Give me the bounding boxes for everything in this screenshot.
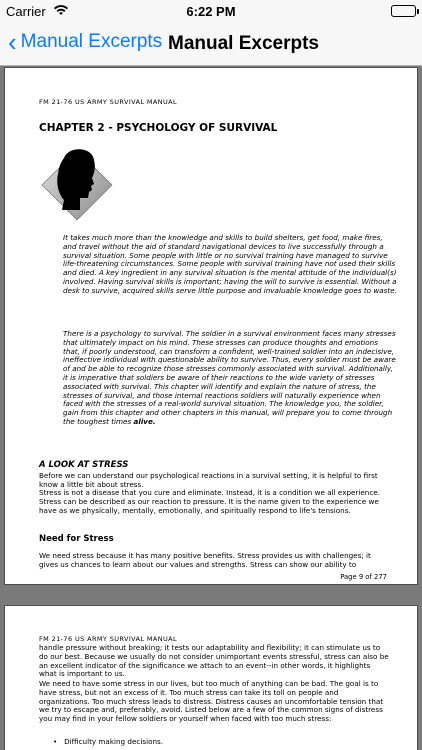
document-page — [4, 67, 418, 585]
soldier-head-logo — [40, 144, 114, 222]
body-paragraph: handle pressure without breaking; it tests our adaptability and flexibility; it can stimulate us to do our best. Because we usually do not consider unimportant events stressful, stress can also be an excellent indicator of the significance we attach to an event--in other words, it highlights what is important to us. — [39, 643, 389, 679]
page-header: FM 21-76 US ARMY SURVIVAL MANUAL — [39, 98, 178, 106]
document-page — [4, 605, 418, 750]
subsection-heading: Need for Stress — [39, 534, 114, 544]
body-paragraph: We need stress because it has many positive benefits. Stress provides us with challenges; it gives us chances to learn about our values and strengths. Stress can show our ability to — [39, 551, 371, 569]
intro-paragraph-1: It takes much more than the knowledge and skills to build shelters, get food, make fires, and travel without the aid of standard navigational devices to live successfully through a survival situation. Some people with little or no survival training have managed to survive life-threatening circumstances. Some people with survival training have not used their skills and died. A key ingredient in any survival situation is the mental attitude of the individual(s) involved. Having survival skills is important; having the will to survive is essential. Without a desk to survive, acquired skills serve little purpose and invaluable knowledge goes to waste. — [63, 233, 397, 295]
status-bar — [0, 0, 422, 22]
chevron-left-icon: ‹ — [8, 27, 17, 57]
back-button-label: Manual Excerpts — [20, 31, 163, 52]
page-number: Page 9 of 277 — [340, 573, 387, 581]
body-paragraph: Before we can understand our psychological reactions in a survival setting, it is helpful to first know a little bit about stress. — [39, 471, 378, 489]
navigation-bar — [0, 22, 422, 66]
document-viewer[interactable] — [0, 67, 422, 750]
nav-title: Manual Excerpts — [168, 33, 319, 54]
intro-paragraph-2: There is a psychology to survival. The soldier in a survival environment faces many stresses that ultimately impact on his mind. These stresses can produce thoughts and emotions that, if poorly understood, can transform a confident, well-trained soldier into an indecisive, ineffective individual with questionable ability to survive. Thus, every soldier must be aware of and be able to recognize those stresses commonly associated with survival. Additionally, it is imperative that soldiers be aware of their reactions to the wide variety of stresses associated with survival. This chapter will identify and explain the nature of stress, the stresses of survival, and those internal reactions soldiers will naturally experience when faced with the stresses of a real-world survival situation. The knowledge you, the soldier, gain from this chapter and other chapters in this manual, will prepare you to come through the toughest times alive. — [63, 329, 396, 426]
back-button[interactable] — [8, 27, 163, 57]
chapter-title: CHAPTER 2 - PSYCHOLOGY OF SURVIVAL — [39, 122, 278, 134]
battery-icon — [391, 5, 416, 17]
page-header: FM 21-76 US ARMY SURVIVAL MANUAL — [39, 635, 178, 643]
clock: 6:22 PM — [186, 4, 236, 19]
carrier-label: Carrier — [6, 4, 46, 19]
body-paragraph: Stress is not a disease that you cure and eliminate. Instead, it is a condition we all experience. Stress can be described as our reaction to pressure. It is the name given to the experience we have as we physically, mentally, emotionally, and spiritually respond to life's tensions. — [39, 488, 381, 515]
emphasis-text: alive. — [133, 416, 156, 426]
list-item: • Difficulty making decisions. — [53, 737, 164, 746]
section-heading: A LOOK AT STRESS — [39, 460, 129, 470]
body-paragraph: We need to have some stress in our lives, but too much of anything can be bad. The goal is to have stress, but not an excess of it. Too much stress can take its toll on people and organizations. Too much stress leads to distress. Distress causes an uncomfortable tension that we try to escape and, preferably, avoid. Listed below are a few of the common signs of distress you may find in your fellow soldiers or yourself when faced with too much stress: — [39, 679, 384, 724]
